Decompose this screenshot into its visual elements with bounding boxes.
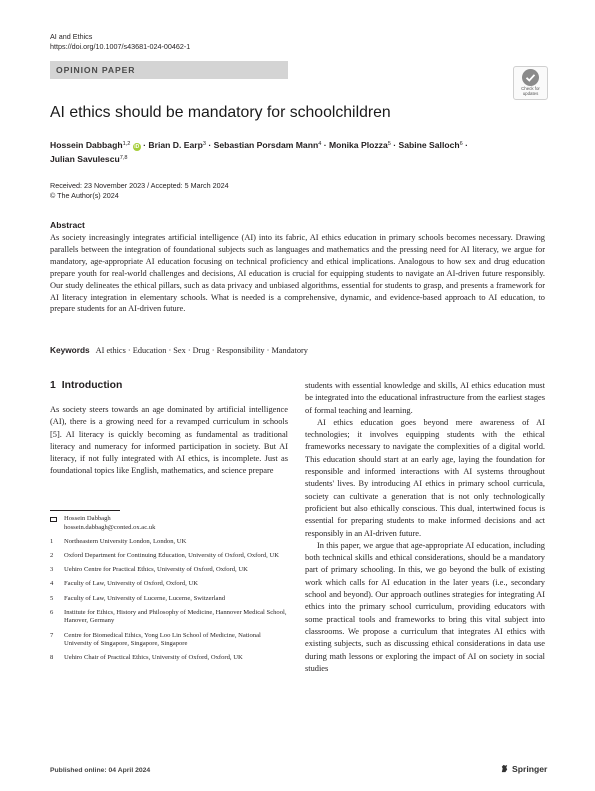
affiliation-number: 2 <box>50 551 54 559</box>
author-affil: 5 <box>387 141 391 147</box>
footnote-rule <box>50 510 120 511</box>
received-accepted-dates: Received: 23 November 2023 / Accepted: 5 March 2024 <box>50 181 229 190</box>
affiliation-number: 3 <box>50 566 54 574</box>
affiliation-item <box>50 580 290 589</box>
author-affil: 6 <box>459 141 463 147</box>
affiliation-item <box>50 566 290 575</box>
intro-column-right <box>305 380 545 675</box>
publisher-logo[interactable] <box>500 764 547 774</box>
author-name[interactable]: Sebastian Porsdam Mann <box>213 140 319 150</box>
copyright-line: © The Author(s) 2024 <box>50 191 119 200</box>
author-name[interactable]: Sabine Salloch <box>398 140 460 150</box>
affiliation-text: Centre for Biomedical Ethics, Yong Loo Lin School of Medicine, National University of Singapore, Singapore, Singapore <box>64 631 261 648</box>
affiliation-number: 7 <box>50 631 54 639</box>
intro-paragraph: students with essential knowledge and skills, AI ethics education must be integrated into the educational infrastructure from the earliest stages of formal teaching and learning. <box>305 381 545 415</box>
section-title: Introduction <box>61 380 123 391</box>
check-for-updates-label: Check for updates <box>521 86 540 96</box>
article-dates <box>50 181 229 201</box>
author-affil: 3 <box>202 141 206 147</box>
orcid-icon[interactable]: iD <box>134 144 140 150</box>
keywords-list: AI ethics · Education · Sex · Drug · Responsibility · Mandatory <box>95 346 308 355</box>
corresponding-email[interactable]: hossein.dabbagh@conted.ox.ac.uk <box>64 523 156 531</box>
author-affil: 1,2 <box>122 141 131 147</box>
envelope-icon <box>50 517 57 522</box>
affiliation-text: Oxford Department for Continuing Education, University of Oxford, Oxford, UK <box>64 551 279 559</box>
affiliations-footnotes <box>50 515 290 668</box>
springer-horse-icon <box>500 764 509 773</box>
journal-name: AI and Ethics <box>50 32 93 41</box>
affiliation-item <box>50 552 290 561</box>
affiliation-number: 8 <box>50 654 54 662</box>
intro-paragraph: In this paper, we argue that age-appropriate AI education, including both technical skills and ethical considerations, should be a mandatory part of primary schooling. In this, we go beyond the bulk of existing work which calls for AI education in the later years (i.e., secondary school and beyond). Our approach outlines strategies for integrating AI ethics into the primary school curriculum, providing educators with some practical tools and frameworks to bring this vital subject into classrooms. We propose a curriculum that integrates AI ethics with existing subjects, such as discussing ethical considerations in data use during math lessons or exploring the impact of AI on society in social studies <box>305 540 545 673</box>
affiliation-number: 5 <box>50 594 54 602</box>
affiliation-item <box>50 609 290 626</box>
author-name[interactable]: Julian Savulescu <box>50 153 120 164</box>
author-affil: 7,8 <box>119 154 128 161</box>
keywords-heading: Keywords <box>50 345 90 355</box>
check-for-updates-badge[interactable] <box>513 66 548 100</box>
author-name[interactable]: Brian D. Earp <box>148 140 203 150</box>
author-affil: 4 <box>318 141 322 147</box>
publisher-name: Springer <box>512 764 548 774</box>
intro-paragraph-left: As society steers towards an age dominated by artificial intelligence (AI), there is a growing need for a revamped curriculum in schools [5]. AI literacy is quickly becoming as fundamental as traditional literacy and numeracy for informed participation in society. But AI literacy, if not fully integrated with AI ethics, is incomplete. Just as foundational topics like English, mathematics, and science prepare <box>50 405 288 476</box>
author-name[interactable]: Monika Plozza <box>328 140 388 150</box>
journal-header <box>50 32 190 51</box>
intro-paragraph: AI ethics education goes beyond mere awareness of AI technologies; it involves equipping students with the ethical frameworks necessary to navigate the complexities of a digital world. This education should start at an early age, laying the foundation for responsible and informed interactions with AI systems throughout students' lives. By introducing AI ethics in primary school curricula, society can cultivate a generation that is not only technologically proficient but also ethically conscious. This dual, intertwined focus is essential for preparing students to make informed decisions and act responsibly in an AI-driven future. <box>305 417 545 538</box>
affiliation-item <box>50 632 290 649</box>
affiliation-text: Faculty of Law, University of Lucerne, Lucerne, Switzerland <box>64 594 226 602</box>
section-heading <box>50 380 122 391</box>
corresponding-author <box>50 515 290 532</box>
corresponding-name: Hossein Dabbagh <box>64 515 111 522</box>
abstract-text: As society increasingly integrates artificial intelligence (AI) into its fabric, AI ethics education in primary schools becomes necessary. Drawing parallels between the integration of foundational subjects such as languages and mathematics and the pressing need for AI literacy, we argue for mandatory, age-appropriate AI education focusing on technical proficiency and ethical implications. Analogous to how sex and drug education prepare youth for real-world challenges and decisions, AI education is crucial for equipping students to navigate an AI-driven future responsibly. Our study delineates the ethical pillars, such as data privacy and unbiased algorithms, essential for students to grasp, and presents a framework for AI literacy integration in elementary schools. What is needed is a comprehensive, dynamic, and evidence-based approach to AI education, to prepare students for an AI-driven future. <box>50 233 545 314</box>
affiliation-text: Uehiro Chair of Practical Ethics, University of Oxford, Oxford, UK <box>64 654 243 662</box>
author-list: Hossein Dabbagh$^{1,2}$ iD · Brian D. Earp$^3$ · Sebastian Porsdam Mann$^4$ · Monika Plozza$^5$ · Sabine Salloch$^6$ · Julian Savulescu$^{7,8}$ <box>50 140 468 164</box>
affiliation-text: Faculty of Law, University of Oxford, Oxford, UK <box>64 580 198 588</box>
doi-link[interactable]: https://doi.org/10.1007/s43681-024-00462-1 <box>50 41 191 51</box>
article-title: AI ethics should be mandatory for schoolchildren <box>50 104 391 121</box>
published-online: Published online: 04 April 2024 <box>50 767 151 774</box>
check-for-updates-icon <box>522 69 539 86</box>
article-type-label: OPINION PAPER <box>56 65 136 75</box>
affiliation-text: Institute for Ethics, History and Philosophy of Medicine, Hannover Medical School, Hanover, Germany <box>64 608 287 625</box>
affiliation-number: 1 <box>50 537 54 545</box>
keywords-line <box>50 345 545 355</box>
affiliation-text: Northeastern University London, London, UK <box>64 537 187 545</box>
author-name[interactable]: Hossein Dabbagh <box>50 140 123 150</box>
affiliation-number: 6 <box>50 608 54 616</box>
affiliation-item <box>50 595 290 604</box>
section-number: 1 <box>50 380 56 391</box>
affiliation-text: Uehiro Centre for Practical Ethics, University of Oxford, Oxford, UK <box>64 566 248 574</box>
affiliation-item <box>50 538 290 547</box>
affiliation-item <box>50 654 290 663</box>
abstract-heading: Abstract <box>50 220 85 230</box>
affiliation-number: 4 <box>50 580 54 588</box>
